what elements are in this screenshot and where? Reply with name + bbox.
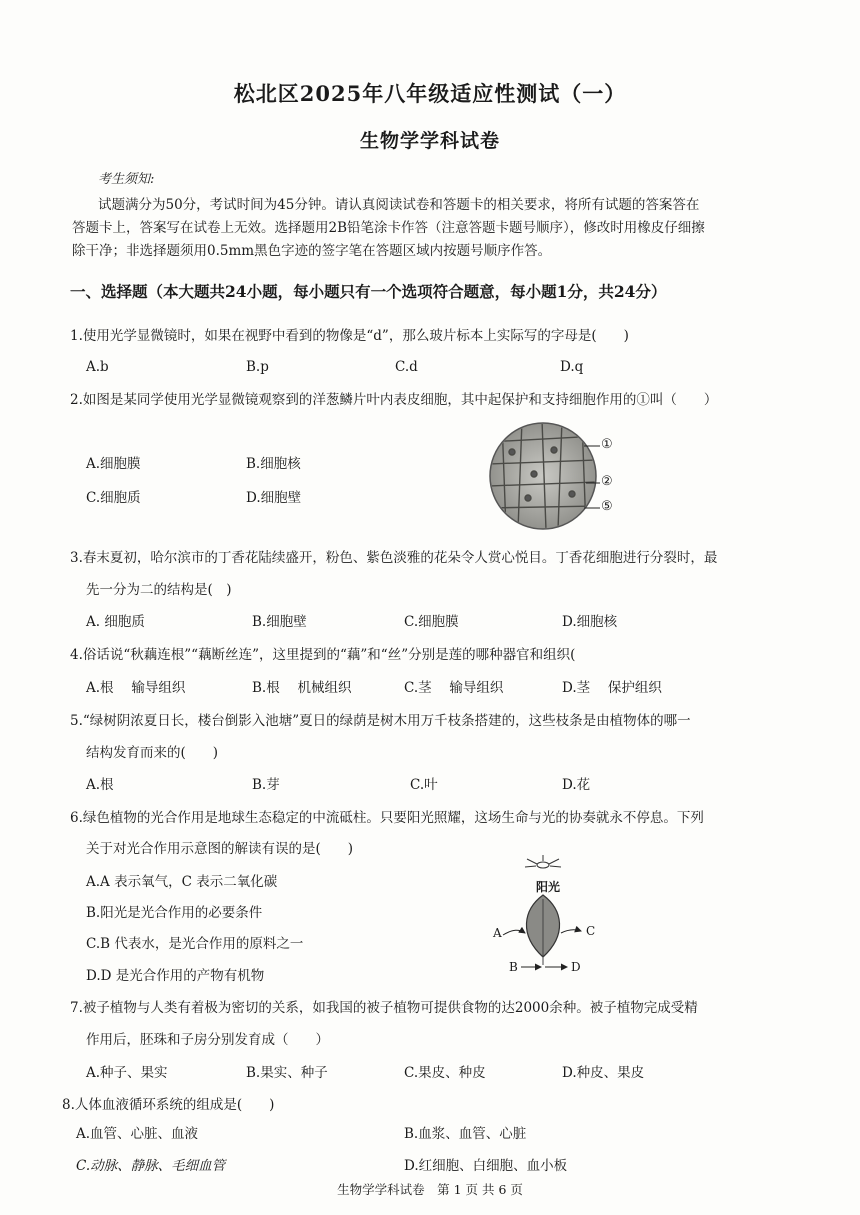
question-stem: 1.使用光学显微镜时，如果在视野中看到的物像是“d”，那么玻片标本上实际写的字母是( ) [70, 328, 629, 344]
question-stem-cont: 先一分为二的结构是( ) [86, 582, 232, 598]
figure-label-c: C [586, 924, 596, 938]
question-stem-cont: 结构发育而来的( ) [86, 745, 219, 761]
option-d: D.q [560, 359, 584, 375]
option-d: D.种皮、果皮 [562, 1065, 645, 1081]
option-b: B.血浆、血管、心脏 [404, 1126, 527, 1142]
option-a: A. 细胞质 [86, 614, 145, 630]
option-a: A.b [86, 359, 109, 375]
figure-label-2: ② [601, 474, 613, 489]
option-c: C.果皮、种皮 [404, 1065, 486, 1081]
question-stem: 5.“绿树阴浓夏日长，楼台倒影入池塘”夏日的绿荫是树木用万千枝条搭建的，这些枝条是由植物体的哪一 [70, 713, 691, 729]
question-stem: 2.如图是某同学使用光学显微镜观察到的洋葱鳞片叶内表皮细胞，其中起保护和支持细胞作用的①叫（ ） [70, 392, 718, 408]
sun-label: 阳光 [536, 880, 561, 894]
page-title: 松北区2025年八年级适应性测试（一） [233, 81, 627, 106]
figure-label-1: ① [601, 437, 613, 452]
figure-label-b: B [509, 960, 518, 974]
option-c: C.d [395, 359, 418, 375]
option-b: B.根 机械组织 [252, 680, 352, 696]
option-d: D.花 [562, 777, 591, 793]
option-a: A.种子、果实 [86, 1065, 168, 1081]
option-d: D.细胞壁 [246, 490, 302, 506]
figure-label-d: D [571, 960, 581, 974]
page-subtitle: 生物学学科试卷 [359, 130, 500, 152]
option-d: D.茎 保护组织 [562, 680, 662, 696]
sun-icon [525, 855, 561, 868]
section-heading: 一、选择题（本大题共24小题，每小题只有一个选项符合题意，每小题1分，共24分） [70, 282, 667, 301]
option-b: B.细胞壁 [252, 614, 307, 630]
option-c: C.细胞质 [86, 490, 141, 506]
figure-label-a: A [493, 926, 502, 940]
option-b: B.芽 [252, 777, 280, 793]
photosynthesis-diagram [485, 855, 615, 980]
option-a: A.根 输导组织 [86, 680, 186, 696]
question-stem: 8.人体血液循环系统的组成是( ) [62, 1097, 275, 1113]
option-a: A.血管、心脏、血液 [76, 1126, 199, 1142]
option-c: C.叶 [410, 777, 438, 793]
option-d: D.细胞核 [562, 614, 618, 630]
notice-heading: 考生须知: [98, 172, 155, 187]
question-stem: 7.被子植物与人类有着极为密切的关系，如我国的被子植物可提供食物的达2000余种。被子植物完成受精 [70, 1000, 698, 1016]
notice-line: 试题满分为50分，考试时间为45分钟。请认真阅读试卷和答题卡的相关要求，将所有试题的答案答在 [98, 197, 700, 213]
option-d: D.D 是光合作用的产物有机物 [86, 968, 265, 984]
question-stem-cont: 关于对光合作用示意图的解读有误的是( ) [86, 841, 354, 857]
option-a: A.A 表示氧气，C 表示二氧化碳 [86, 874, 278, 890]
figure-label-5: ⑤ [601, 499, 613, 514]
question-stem: 4.俗话说“秋藕连根”“藕断丝连”，这里提到的“藕”和“丝”分别是莲的哪种器官和组织( [70, 647, 576, 663]
option-c: C.动脉、静脉、毛细血管 [76, 1158, 226, 1174]
option-b: B.阳光是光合作用的必要条件 [86, 905, 263, 921]
option-c: C.B 代表水，是光合作用的原料之一 [86, 936, 304, 952]
question-stem: 3.春末夏初，哈尔滨市的丁香花陆续盛开，粉色、紫色淡雅的花朵令人赏心悦目。丁香花细胞进行分裂时，最 [70, 550, 718, 566]
question-stem: 6.绿色植物的光合作用是地球生态稳定的中流砥柱。只要阳光照耀，这场生命与光的协奏就永不停息。下列 [70, 810, 704, 826]
option-c: C.细胞膜 [404, 614, 459, 630]
option-a: A.细胞膜 [86, 456, 141, 472]
notice-line: 除干净；非选择题须用0.5mm黑色字迹的签字笔在答题区域内按题号顺序作答。 [72, 243, 552, 259]
page-footer: 生物学学科试卷 第 1 页 共 6 页 [337, 1182, 523, 1197]
option-b: B.细胞核 [246, 456, 301, 472]
option-a: A.根 [86, 777, 114, 793]
option-c: C.茎 输导组织 [404, 680, 504, 696]
question-stem-cont: 作用后，胚珠和子房分别发育成（ ） [86, 1032, 329, 1048]
option-b: B.p [246, 359, 269, 375]
option-d: D.红细胞、白细胞、血小板 [404, 1158, 568, 1174]
option-b: B.果实、种子 [246, 1065, 328, 1081]
notice-line: 答题卡上，答案写在试卷上无效。选择题用2B铅笔涂卡作答（注意答题卡题号顺序），修改时用橡皮仔细擦 [72, 220, 705, 236]
